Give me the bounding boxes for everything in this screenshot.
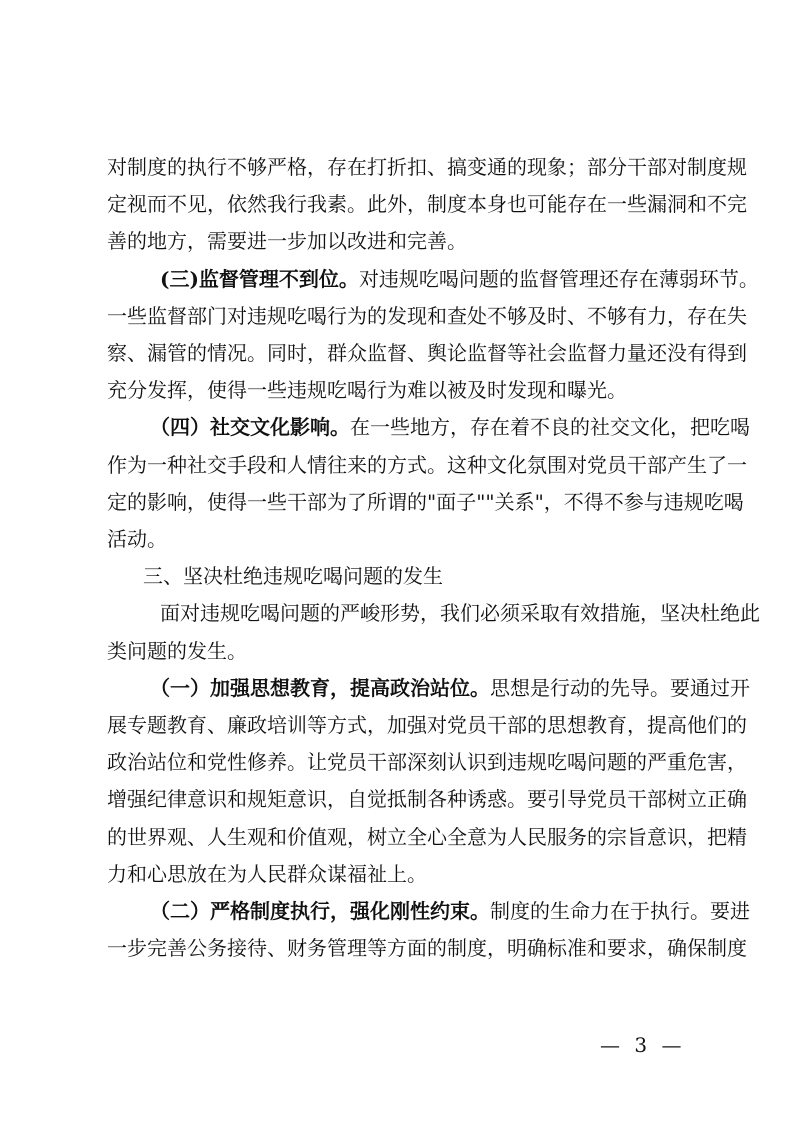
- subsection-title: （四）社交文化影响。: [150, 415, 350, 440]
- line-text: 制度的生命力在于执行。要进: [490, 899, 750, 923]
- text-line: [107, 822, 747, 852]
- subsection-title: （一）加强思想教育，提高政治站位。: [150, 675, 490, 700]
- line-text: 思想是行动的先导。要通过开: [490, 675, 750, 700]
- line-text: 一些监督部门对违规吃喝行为的发现和查处不够及时、不够有力，存在失: [107, 303, 747, 328]
- line-text: 定的影响，使得一些干部为了所谓的"面子""关系"，不得不参与违规吃喝: [107, 489, 744, 514]
- line-text: 的世界观、人生观和价值观，树立全心全意为人民服务的宗旨意识，把精: [107, 824, 747, 849]
- text-line: [150, 412, 750, 442]
- subsection-title: (三)监督管理不到位。: [160, 266, 359, 291]
- section-heading: 三、坚决杜绝违规吃喝问题的发生: [143, 564, 443, 589]
- line-text: 善的地方，需要进一步加以改进和完善。: [107, 229, 467, 254]
- text-line: [150, 896, 750, 926]
- line-text: 一步完善公务接待、财务管理等方面的制度，明确标准和要求，确保制度: [107, 936, 747, 961]
- text-line: [107, 189, 747, 219]
- line-text: 对违规吃喝问题的监督管理还存在薄弱环节。: [358, 266, 759, 291]
- line-text: 对制度的执行不够严格，存在打折扣、搞变通的现象；部分干部对制度规: [107, 155, 747, 179]
- line-text: 在一些地方，存在着不良的社交文化，把吃喝: [350, 415, 750, 440]
- line-text: 定视而不见，依然我行我素。此外，制度本身也可能存在一些漏洞和不完: [107, 192, 747, 217]
- text-line: [107, 301, 747, 331]
- text-line: [160, 598, 760, 628]
- text-line: [107, 747, 747, 777]
- text-line: [107, 524, 691, 554]
- text-line: [107, 226, 691, 256]
- page-number: — 3 —: [600, 1033, 686, 1057]
- line-text: 展专题教育、廉政培训等方式，加强对党员干部的思想教育，提高他们的: [107, 713, 747, 737]
- line-text: 类问题的发生。: [107, 638, 247, 663]
- text-line: [107, 636, 691, 666]
- line-text: 活动。: [107, 527, 167, 551]
- text-line: [107, 338, 747, 368]
- text-line: [107, 375, 691, 405]
- text-line: [107, 487, 744, 517]
- line-text: 面对违规吃喝问题的严峻形势，我们必须采取有效措施，坚决杜绝此: [160, 601, 760, 626]
- text-line: [107, 859, 691, 889]
- line-text: 增强纪律意识和规矩意识，自觉抵制各种诱惑。要引导党员干部树立正确: [107, 787, 747, 812]
- text-line: [107, 784, 747, 814]
- text-line: [150, 673, 750, 703]
- text-line: [107, 152, 747, 182]
- text-line: [160, 264, 759, 294]
- text-line: [107, 450, 747, 480]
- line-text: 察、漏管的情况。同时，群众监督、舆论监督等社会监督力量还没有得到: [107, 341, 747, 365]
- line-text: 政治站位和党性修养。让党员干部深刻认识到违规吃喝问题的严重危害，: [107, 750, 747, 775]
- line-text: 作为一种社交手段和人情往来的方式。这种文化氛围对党员干部产生了一: [107, 452, 747, 477]
- line-text: 力和心思放在为人民群众谋福祉上。: [107, 861, 427, 886]
- text-line: [107, 710, 747, 740]
- subsection-title: （二）严格制度执行，强化刚性约束。: [150, 899, 490, 923]
- line-text: 充分发挥，使得一些违规吃喝行为难以被及时发现和曝光。: [107, 378, 627, 403]
- text-line: [107, 933, 747, 963]
